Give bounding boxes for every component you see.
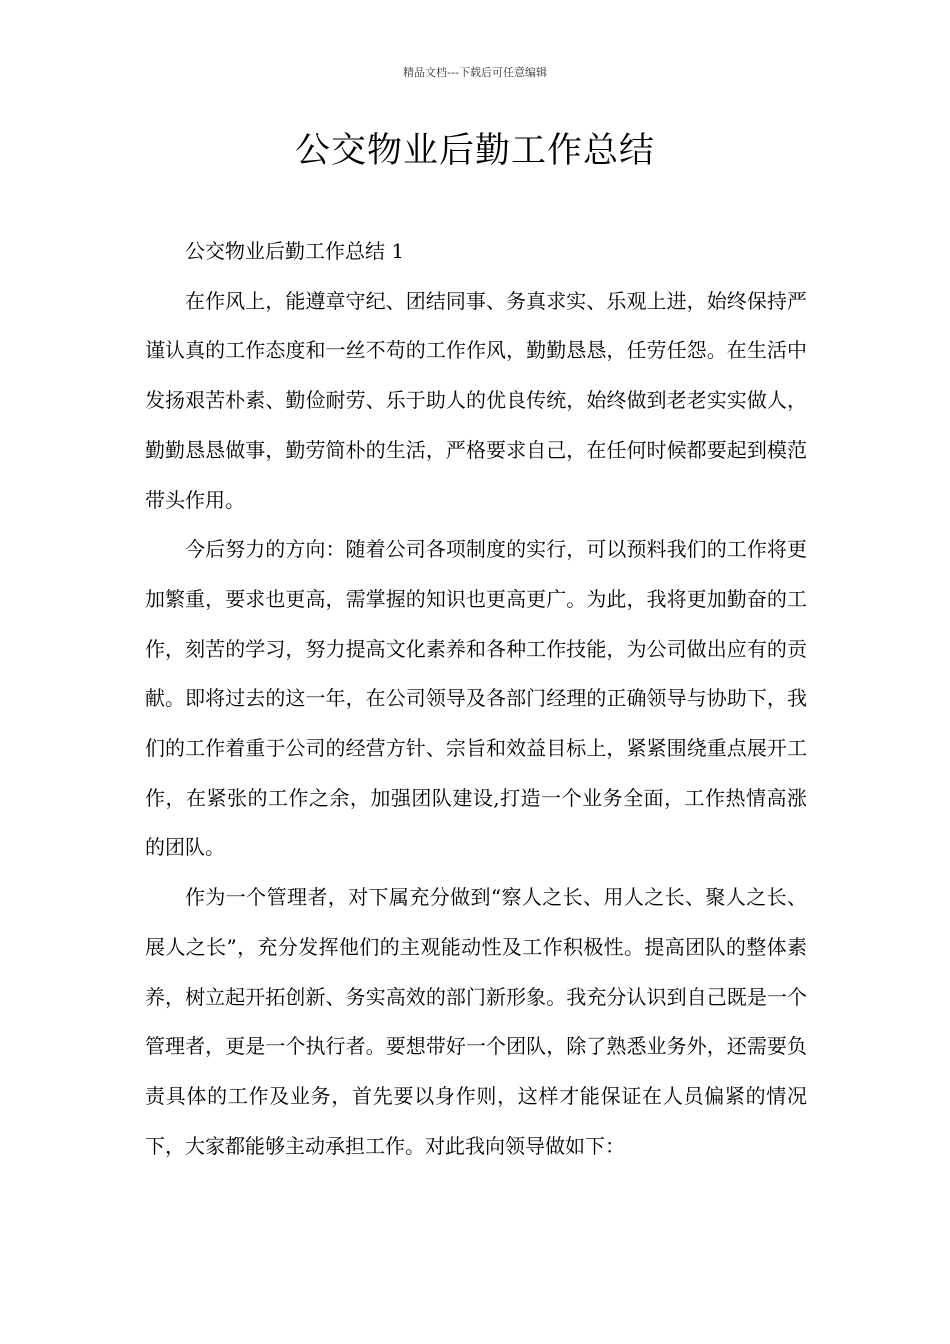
subheading: 公交物业后勤工作总结 1 xyxy=(185,239,405,263)
document-title: 公交物业后勤工作总结 xyxy=(294,131,655,171)
paragraph: 在作风上，能遵章守纪、团结同事、务真求实、乐观上进，始终保持严谨认真的工作态度和一丝不苟的工作作风，勤勤恳恳，任劳任怨。在生活中发扬艰苦朴素、勤俭耐劳、乐于助人的优良传统，始终做到老老实实做人，勤勤恳恳做事，勤劳简朴的生活，严格要求自己，在任何时候都要起到模范带头作用。 xyxy=(145,288,807,512)
header-note: 精品文档---下载后可任意编辑 xyxy=(403,66,547,79)
paragraph: 作为一个管理者，对下属充分做到“察人之长、用人之长、聚人之长、展人之长”，充分发挥他们的主观能动性及工作积极性。提高团队的整体素养，树立起开拓创新、务实高效的部门新形象。我充分认识到自己既是一个管理者，更是一个执行者。要想带好一个团队，除了熟悉业务外，还需要负责具体的工作及业务，首先要以身作则，这样才能保证在人员偏紧的情况下，大家都能够主动承担工作。对此我向领导做如下： xyxy=(145,885,807,1158)
document-body xyxy=(145,227,807,1171)
paragraph: 今后努力的方向：随着公司各项制度的实行，可以预料我们的工作将更加繁重，要求也更高，需掌握的知识也更高更广。为此，我将更加勤奋的工作，刻苦的学习，努力提高文化素养和各种工作技能，为公司做出应有的贡献。即将过去的这一年，在公司领导及各部门经理的正确领导与协助下，我们的工作着重于公司的经营方针、宗旨和效益目标上，紧紧围绕重点展开工作，在紧张的工作之余，加强团队建设,打造一个业务全面，工作热情高涨的团队。 xyxy=(145,537,807,860)
